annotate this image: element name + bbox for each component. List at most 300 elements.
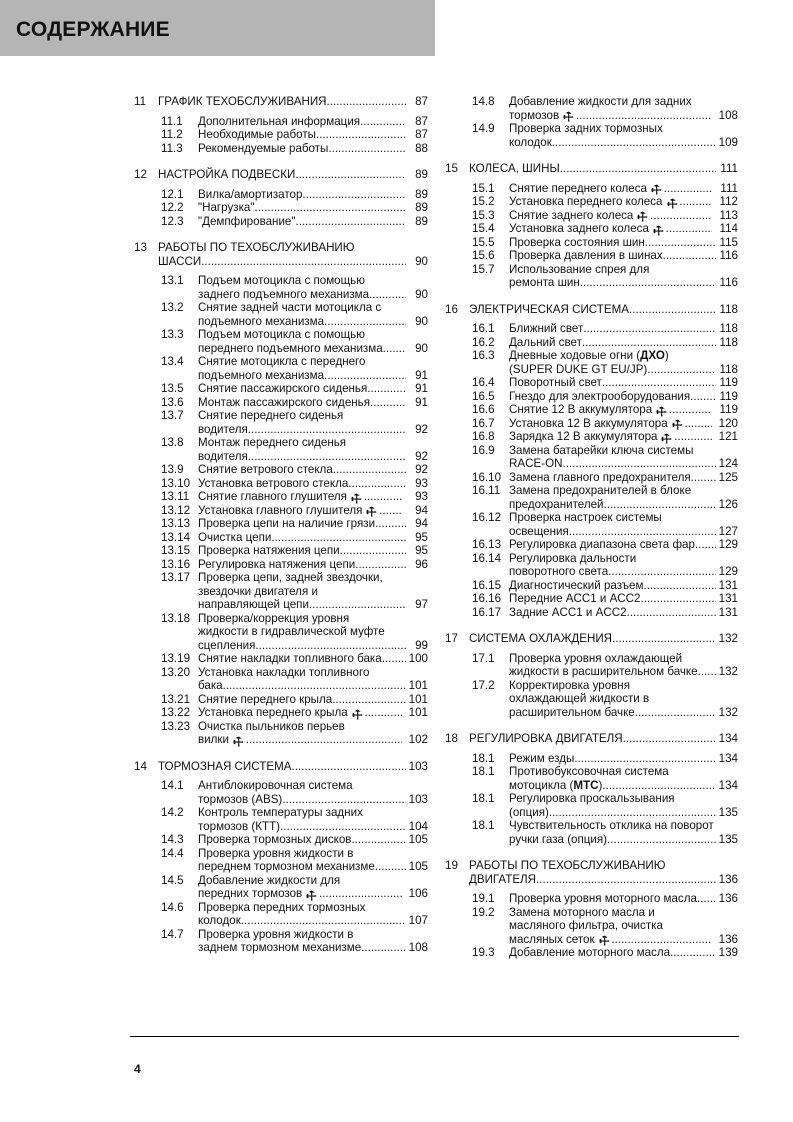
- toc-section[interactable]: [134, 95, 428, 109]
- toc-leader-dots: [364, 706, 402, 720]
- toc-subsection[interactable]: [161, 901, 428, 928]
- toc-subsection[interactable]: [472, 552, 738, 579]
- toc-number: 13.3: [161, 328, 184, 341]
- toc-page-number: 106: [408, 887, 428, 900]
- toc-title-text: Проверка давления в шинах: [509, 249, 663, 262]
- toc-subsection[interactable]: [161, 382, 428, 396]
- toc-title: [198, 409, 343, 423]
- toc-line: [198, 531, 428, 545]
- toc-line: [198, 820, 428, 834]
- toc-page-number: 134: [718, 778, 738, 792]
- toc-leader-dots: [647, 363, 716, 377]
- toc-entry-body: [509, 579, 738, 593]
- toc-subsection[interactable]: [472, 221, 738, 240]
- toc-leader-dots: [666, 222, 712, 236]
- toc-subsection[interactable]: [472, 181, 738, 199]
- toc-title-text: Установка главного глушителя: [198, 503, 363, 517]
- toc-subsection[interactable]: [472, 905, 738, 950]
- toc-page-number: 101: [408, 706, 428, 719]
- toc-page-number: 118: [719, 335, 738, 349]
- toc-title: [198, 679, 223, 693]
- toc-line: [198, 489, 428, 508]
- toc-title: [198, 463, 333, 477]
- toc-subsection[interactable]: [161, 719, 428, 751]
- toc-subsection[interactable]: [472, 592, 738, 606]
- toc-subsection[interactable]: [161, 463, 428, 477]
- toc-line: [198, 288, 428, 302]
- toc-leader-dots: [361, 941, 406, 955]
- toc-title: [198, 598, 309, 612]
- toc-page-number: 131: [718, 592, 738, 605]
- toc-page-number: 127: [718, 524, 738, 538]
- toc-subsection[interactable]: [472, 471, 738, 485]
- toc-page-number: 99: [415, 638, 428, 652]
- toc-leader-dots: [370, 396, 406, 410]
- toc-subsection[interactable]: [161, 928, 428, 955]
- toc-line: [198, 544, 428, 558]
- toc-line: [198, 914, 428, 928]
- toc-title: [158, 168, 295, 182]
- toc-leader-dots: [627, 606, 716, 620]
- toc-subsection[interactable]: [472, 765, 738, 792]
- toc-subsection[interactable]: [161, 558, 428, 572]
- toc-section[interactable]: [134, 760, 428, 774]
- toc-entry-body: [198, 382, 428, 396]
- toc-leader-dots: [332, 693, 406, 707]
- toc-subsection[interactable]: [161, 779, 428, 806]
- toc-entry-body: [198, 901, 428, 928]
- toc-entry-body: [509, 336, 738, 350]
- toc-page-number: 132: [718, 665, 738, 678]
- toc-title: [509, 919, 663, 933]
- toc-number: 15.3: [472, 208, 495, 222]
- toc-line: [509, 525, 738, 539]
- toc-title-text: Проверка цепи, задней звездочки,: [198, 571, 383, 584]
- wrench-icon: ⚒: [363, 503, 381, 521]
- toc-entry-body: [509, 402, 738, 421]
- toc-subsection[interactable]: [472, 122, 738, 149]
- toc-title: [509, 819, 714, 833]
- toc-subsection[interactable]: [161, 128, 428, 142]
- toc-subsection[interactable]: [161, 571, 428, 612]
- toc-entry-body: [469, 632, 738, 646]
- toc-subsection[interactable]: [472, 416, 738, 434]
- toc-line: [198, 115, 428, 129]
- toc-leader-dots: [255, 639, 406, 653]
- toc-line: [198, 450, 428, 464]
- toc-subsection[interactable]: [161, 847, 428, 874]
- toc-subsection[interactable]: [472, 679, 738, 720]
- toc-title: [198, 652, 382, 666]
- toc-title-text: Подъем мотоцикла с помощью: [198, 274, 365, 287]
- wrench-icon: ⚒: [302, 886, 321, 905]
- toc-subsection[interactable]: [472, 249, 738, 263]
- toc-title-text: ТОРМОЗНАЯ СИСТЕМА: [158, 759, 292, 773]
- toc-subsection[interactable]: [161, 833, 428, 847]
- toc-leader-dots: [295, 168, 406, 182]
- toc-subsection[interactable]: [472, 349, 738, 376]
- wrench-icon: ⚒: [652, 402, 671, 421]
- toc-subsection[interactable]: [472, 208, 738, 226]
- toc-title-text: мотоцикла (: [509, 778, 574, 792]
- toc-subsection[interactable]: [161, 544, 428, 558]
- toc-entry-body: [509, 429, 738, 448]
- toc-subsection[interactable]: [472, 606, 738, 620]
- toc-number: 12.3: [161, 214, 184, 228]
- toc-subsection[interactable]: [161, 142, 428, 156]
- toc-title: [198, 382, 367, 396]
- toc-subsection[interactable]: [472, 236, 738, 250]
- toc-title-text: колодок: [198, 914, 241, 927]
- toc-title: [198, 531, 271, 545]
- toc-number: 17.2: [472, 678, 495, 692]
- toc-section[interactable]: [445, 303, 738, 317]
- toc-subsection[interactable]: [161, 409, 428, 436]
- toc-line: [469, 732, 738, 746]
- toc-title: [509, 792, 675, 806]
- toc-section[interactable]: [445, 859, 738, 886]
- toc-subsection[interactable]: [472, 652, 738, 679]
- toc-title-text: Замена предохранителей в блоке: [509, 484, 692, 497]
- toc-subsection[interactable]: [472, 194, 738, 213]
- toc-line: [509, 236, 738, 250]
- toc-title: [509, 390, 690, 404]
- toc-subsection[interactable]: [472, 376, 738, 390]
- toc-line: [198, 720, 428, 734]
- toc-page-number: 91: [415, 368, 428, 382]
- toc-entry-body: [198, 531, 428, 545]
- toc-page-number: 118: [719, 302, 738, 316]
- toc-leader-dots: [328, 142, 406, 156]
- toc-page-number: 114: [719, 222, 738, 235]
- toc-entry-body: [469, 732, 738, 746]
- toc-title: [198, 639, 255, 653]
- toc-leader-dots: [327, 95, 406, 109]
- toc-number: 13.16: [161, 557, 191, 571]
- toc-entry-body: [509, 122, 738, 149]
- toc-title-text: водителя: [198, 422, 248, 436]
- toc-title: [198, 355, 365, 369]
- toc-line: [158, 760, 428, 774]
- toc-title-text: Установка накладки топливного: [198, 665, 370, 679]
- toc-title: [509, 263, 649, 277]
- toc-page-number: 87: [415, 95, 428, 108]
- toc-entry-body: [198, 503, 428, 521]
- toc-title: [198, 806, 363, 820]
- toc-entry-body: [509, 511, 738, 538]
- toc-line: [198, 558, 428, 572]
- toc-line: [509, 95, 738, 109]
- toc-subsection[interactable]: [161, 477, 428, 491]
- toc-subsection[interactable]: [161, 503, 428, 521]
- toc-title: [198, 288, 369, 302]
- toc-page-number: 119: [719, 376, 738, 389]
- toc-title-text: Установка переднего колеса: [509, 195, 663, 208]
- toc-number: 19.2: [472, 905, 495, 919]
- toc-number: 16.17: [472, 605, 502, 619]
- toc-page-number: 131: [718, 605, 738, 619]
- toc-number: 16.16: [472, 592, 502, 605]
- toc-leader-dots: [383, 342, 406, 356]
- toc-subsection[interactable]: [161, 328, 428, 355]
- toc-entry-body: [198, 833, 428, 847]
- toc-line: [198, 409, 428, 423]
- toc-title: [509, 579, 643, 593]
- toc-line: [509, 511, 738, 525]
- toc-line: [469, 303, 738, 317]
- toc-line: [198, 598, 428, 612]
- toc-title-text: РАБОТЫ ПО ТЕХОБСЛУЖИВАНИЮ: [158, 241, 355, 254]
- toc-page-number: 108: [718, 108, 738, 122]
- toc-title-text: Проверка уровня жидкости в: [198, 846, 354, 860]
- toc-section[interactable]: [134, 241, 428, 268]
- toc-title: [509, 752, 574, 766]
- toc-leader-dots: [340, 544, 406, 558]
- toc-title: [509, 806, 549, 820]
- toc-subsection[interactable]: [472, 95, 738, 126]
- toc-subsection[interactable]: [472, 402, 738, 421]
- toc-line: [509, 390, 738, 404]
- toc-number: 13.21: [161, 692, 191, 706]
- toc-title: [469, 162, 560, 176]
- toc-entry-body: [509, 606, 738, 620]
- toc-section[interactable]: [445, 162, 738, 176]
- toc-line: [198, 833, 428, 847]
- toc-title: [198, 625, 385, 639]
- toc-page-number: 95: [415, 530, 428, 544]
- toc-page-number: 90: [415, 314, 428, 328]
- toc-line: [198, 793, 428, 807]
- toc-leader-dots: [635, 706, 716, 720]
- toc-leader-dots: [612, 632, 716, 646]
- toc-number: 15: [445, 162, 458, 175]
- toc-line: [198, 806, 428, 820]
- wrench-icon: ⚒: [348, 705, 366, 724]
- toc-subsection[interactable]: [472, 538, 738, 552]
- toc-subsection[interactable]: [161, 215, 428, 229]
- toc-subsection[interactable]: [472, 322, 738, 336]
- toc-subsection[interactable]: [161, 188, 428, 202]
- toc-subsection[interactable]: [161, 666, 428, 693]
- toc-line: [509, 263, 738, 277]
- toc-leader-dots: [241, 914, 406, 928]
- toc-entry-body: [509, 194, 738, 213]
- toc-page-number: 136: [718, 932, 738, 946]
- toc-line: [198, 215, 428, 229]
- toc-number: 18.1: [472, 751, 495, 765]
- toc-page-number: 90: [415, 287, 428, 301]
- toc-title: [198, 941, 361, 955]
- toc-subsection[interactable]: [161, 517, 428, 531]
- toc-subsection[interactable]: [472, 752, 738, 766]
- toc-subsection[interactable]: [161, 115, 428, 129]
- toc-section[interactable]: [134, 168, 428, 182]
- toc-line: [198, 128, 428, 142]
- toc-line: [509, 779, 738, 793]
- toc-subsection[interactable]: [161, 873, 428, 905]
- page-number: 4: [134, 1062, 141, 1076]
- toc-leader-dots: [695, 538, 716, 552]
- toc-line: [198, 693, 428, 707]
- toc-page-number: 109: [718, 135, 738, 149]
- toc-page-number: 89: [415, 168, 428, 181]
- toc-title-text: Корректировка уровня: [509, 678, 630, 692]
- toc-subsection[interactable]: [472, 484, 738, 511]
- toc-page-number: 136: [718, 872, 738, 886]
- toc-section[interactable]: [445, 632, 738, 646]
- toc-title-text: Снятие накладки топливного бака: [198, 652, 382, 665]
- toc-title-text: Замена главного предохранителя: [509, 470, 691, 484]
- toc-subsection[interactable]: [161, 489, 428, 508]
- toc-page-number: 89: [415, 201, 428, 214]
- toc-line: [509, 322, 738, 336]
- toc-page-number: 112: [719, 195, 738, 208]
- toc-line: [509, 181, 738, 199]
- toc-subsection[interactable]: [161, 396, 428, 410]
- toc-subsection[interactable]: [472, 336, 738, 350]
- toc-line: [198, 666, 428, 680]
- toc-title: [469, 732, 623, 746]
- footer-divider: [130, 1036, 739, 1037]
- toc-entry-body: [198, 612, 428, 653]
- toc-title-text: Диагностический разъем: [509, 578, 644, 592]
- toc-title-text: Регулировка диапазона света фар: [509, 538, 695, 551]
- toc-leader-dots: [669, 403, 712, 417]
- toc-number: 13.14: [161, 530, 191, 544]
- toc-title: [198, 720, 345, 734]
- toc-number: 17: [445, 632, 458, 645]
- toc-number: 14.3: [161, 833, 184, 846]
- toc-line: [509, 665, 738, 679]
- toc-number: 16: [445, 302, 458, 316]
- toc-entry-body: [158, 95, 428, 109]
- toc-title: [509, 933, 595, 947]
- toc-title: [198, 887, 302, 901]
- toc-line: [509, 819, 738, 833]
- toc-entry-body: [198, 705, 428, 724]
- toc-subsection[interactable]: [161, 531, 428, 545]
- toc-leader-dots: [382, 652, 406, 666]
- toc-subsection[interactable]: [161, 355, 428, 382]
- toc-title-text: тормозов (КТТ): [198, 819, 281, 833]
- toc-title-text: Снятие главного глушителя: [198, 490, 347, 503]
- toc-subsection[interactable]: [161, 806, 428, 833]
- toc-line: [198, 355, 428, 369]
- toc-leader-dots: [351, 833, 406, 847]
- toc-subsection[interactable]: [472, 263, 738, 290]
- toc-title: [198, 779, 353, 793]
- toc-title: [509, 195, 663, 209]
- toc-title: [198, 693, 332, 707]
- toc-leader-dots: [375, 517, 406, 531]
- toc-number: 14.6: [161, 900, 184, 914]
- toc-leader-dots: [549, 806, 716, 820]
- toc-page-number: 111: [720, 162, 738, 175]
- toc-leader-dots: [670, 946, 716, 960]
- toc-title: [509, 652, 682, 666]
- toc-title: [469, 632, 612, 646]
- toc-section[interactable]: [445, 732, 738, 746]
- toc-subsection[interactable]: [472, 444, 738, 471]
- toc-subsection[interactable]: [161, 301, 428, 328]
- toc-subsection[interactable]: [472, 429, 738, 448]
- toc-entry-body: [198, 847, 428, 874]
- wrench-icon: ⚒: [595, 932, 613, 950]
- toc-page-number: 105: [408, 833, 428, 846]
- toc-title: [198, 860, 375, 874]
- toc-title-text: Дальний свет: [509, 335, 582, 349]
- toc-title: [509, 122, 663, 136]
- toc-title-text: Антиблокировочная система: [198, 779, 353, 792]
- toc-entry-body: [509, 792, 738, 819]
- toc-leader-dots: [663, 249, 716, 263]
- toc-line: [509, 932, 738, 950]
- toc-leader-dots: [255, 201, 407, 215]
- toc-subsection[interactable]: [472, 892, 738, 906]
- toc-entry-body: [509, 236, 738, 250]
- toc-leader-dots: [360, 115, 406, 129]
- toc-title: [509, 249, 663, 263]
- toc-number: 16.14: [472, 551, 502, 565]
- toc-title-text: Замена моторного масла и: [509, 905, 655, 919]
- toc-leader-dots: [608, 565, 716, 579]
- toc-line: [198, 874, 428, 888]
- toc-subsection[interactable]: [161, 274, 428, 301]
- toc-page-number: 116: [719, 249, 738, 262]
- toc-line: [198, 201, 428, 215]
- toc-line: [509, 429, 738, 448]
- toc-title-text: Ближний свет: [509, 322, 584, 335]
- toc-page-number: 132: [718, 632, 738, 645]
- toc-title: [509, 892, 697, 906]
- toc-subsection[interactable]: [472, 819, 738, 846]
- toc-subsection[interactable]: [161, 693, 428, 707]
- toc-title-text: Проверка цепи на наличие грязи: [198, 517, 376, 530]
- toc-subsection[interactable]: [472, 390, 738, 404]
- toc-line: [509, 892, 738, 906]
- toc-entry-body: [198, 477, 428, 491]
- toc-page-number: 129: [718, 538, 738, 551]
- toc-title: [158, 95, 327, 109]
- toc-subsection[interactable]: [161, 612, 428, 653]
- toc-subsection[interactable]: [472, 792, 738, 819]
- toc-line: [198, 188, 428, 202]
- toc-title-text: масляного фильтра, очистка: [509, 919, 663, 932]
- toc-title-text: КОЛЕСА, ШИНЫ: [469, 162, 560, 175]
- toc-number: 16.10: [472, 470, 502, 484]
- toc-subsection[interactable]: [161, 705, 428, 724]
- toc-subsection[interactable]: [472, 511, 738, 538]
- toc-title-text: Очистка пыльников перьев: [198, 719, 345, 733]
- toc-number: 13: [134, 241, 147, 254]
- toc-leader-dots: [574, 752, 716, 766]
- toc-subsection[interactable]: [161, 436, 428, 463]
- toc-entry-body: [198, 652, 428, 666]
- toc-entry-body: [198, 779, 428, 806]
- toc-number: 16.2: [472, 335, 495, 349]
- toc-title-text: Снятие задней части мотоцикла с: [198, 301, 382, 314]
- toc-leader-dots: [690, 390, 716, 404]
- header-band: [0, 0, 435, 56]
- toc-subsection[interactable]: [472, 579, 738, 593]
- toc-title-text: СИСТЕМА ОХЛАЖДЕНИЯ: [469, 632, 613, 645]
- toc-title-text: предохранителей: [509, 497, 604, 511]
- toc-subsection[interactable]: [161, 652, 428, 666]
- toc-page-number: 105: [408, 860, 428, 873]
- toc-subsection[interactable]: [161, 201, 428, 215]
- toc-leader-dots: [641, 592, 716, 606]
- toc-title-text: заднего подъемного механизма: [198, 287, 370, 301]
